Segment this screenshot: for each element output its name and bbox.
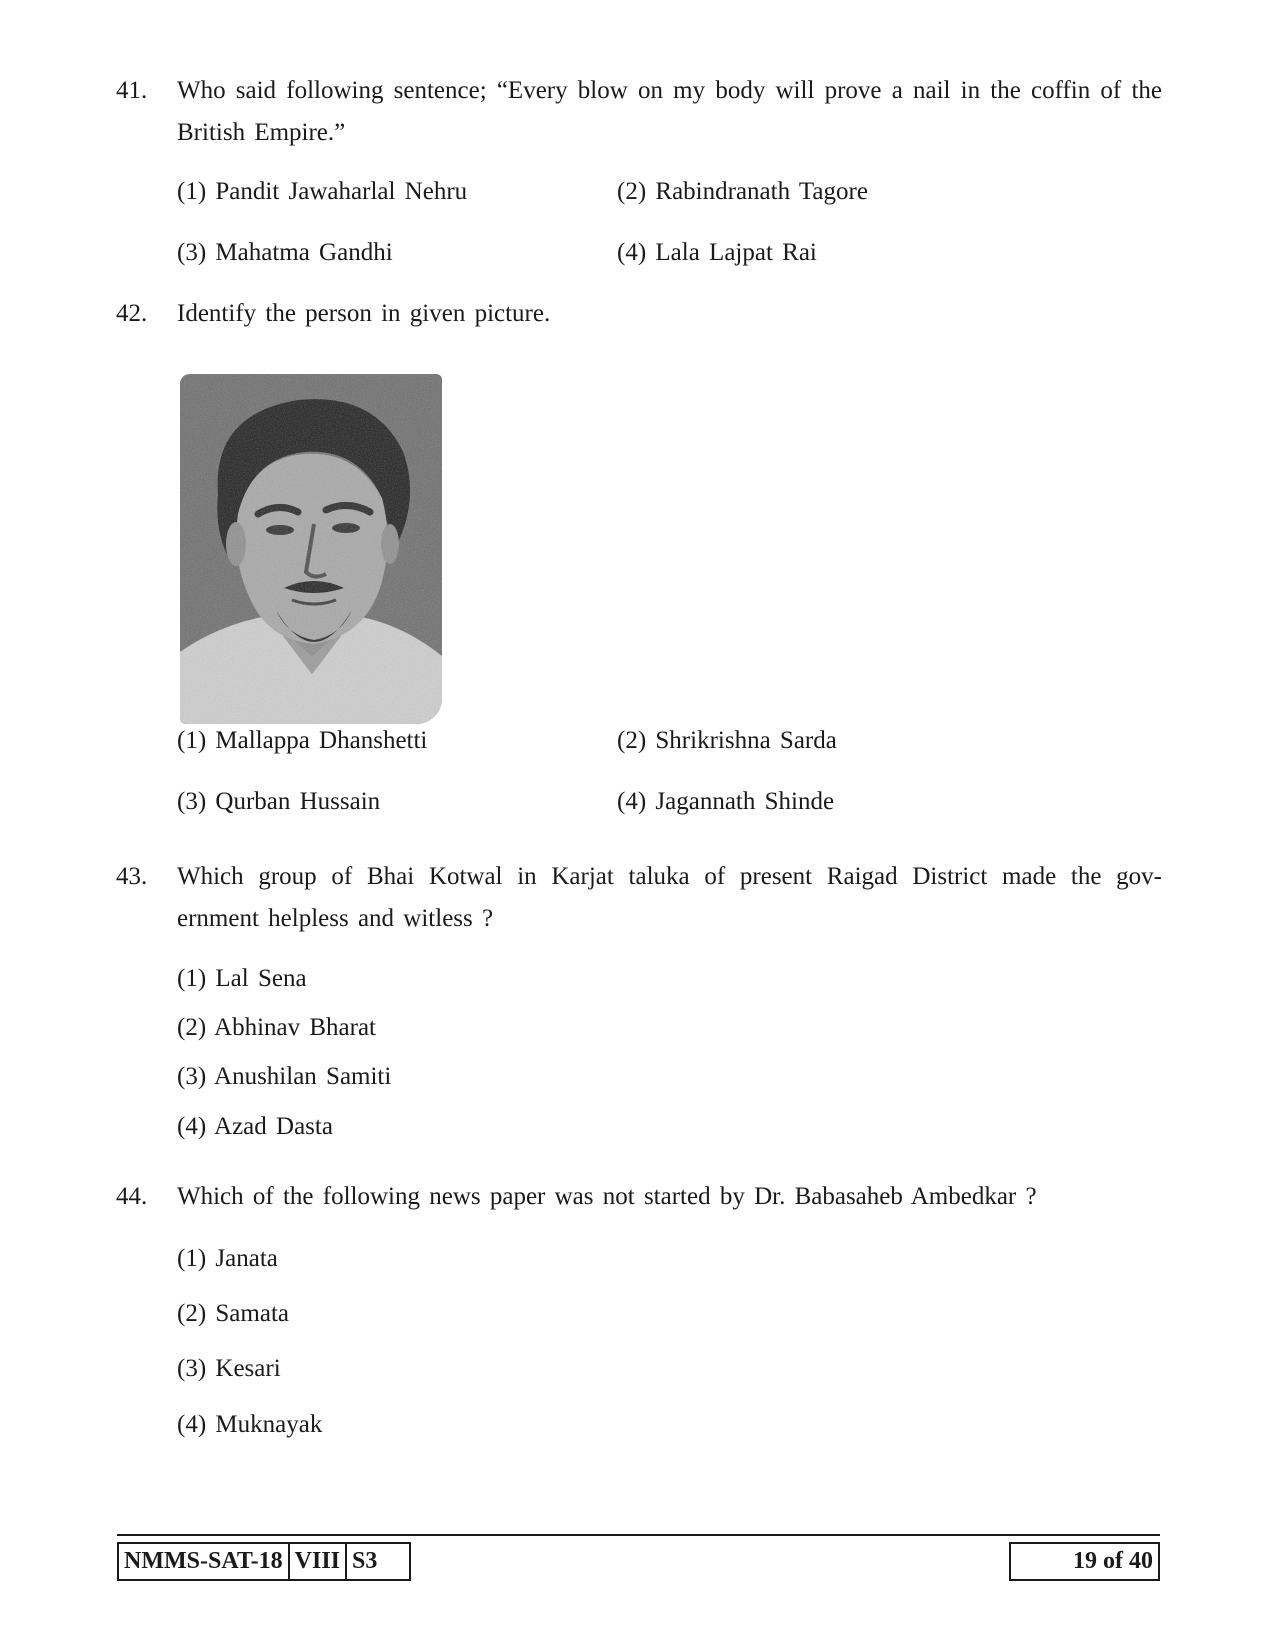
option-41-3: (3) Mahatma Gandhi: [177, 239, 393, 266]
option-43-1: (1) Lal Sena: [177, 965, 307, 992]
option-42-3: (3) Qurban Hussain: [177, 788, 381, 815]
option-43-4: (4) Azad Dasta: [177, 1113, 333, 1140]
option-41-1: (1) Pandit Jawaharlal Nehru: [177, 178, 468, 205]
page-number-box: [1009, 1542, 1160, 1581]
exam-set: S3: [345, 1544, 409, 1579]
question-text-42: Identify the person in given picture.: [177, 300, 551, 327]
question-text-44: Which of the following news paper was not started by Dr. Babasaheb Ambedkar ?: [177, 1183, 1037, 1210]
question-text-43: Which group of Bhai Kotwal in Karjat taluka of present Raigad District made the gov- ernment helpless and witless ?: [177, 863, 1162, 932]
option-42-4: (4) Jagannath Shinde: [617, 788, 835, 815]
portrait-photo: [180, 374, 442, 724]
question-number-44: 44.: [116, 1183, 148, 1210]
option-44-4: (4) Muknayak: [177, 1411, 323, 1438]
option-43-3: (3) Anushilan Samiti: [177, 1063, 392, 1090]
option-42-1: (1) Mallappa Dhanshetti: [177, 727, 428, 754]
option-41-4: (4) Lala Lajpat Rai: [617, 239, 817, 266]
option-44-1: (1) Janata: [177, 1245, 278, 1272]
option-44-2: (2) Samata: [177, 1300, 289, 1327]
question-number-41: 41.: [116, 77, 148, 104]
option-42-2: (2) Shrikrishna Sarda: [617, 727, 837, 754]
option-41-2: (2) Rabindranath Tagore: [617, 178, 868, 205]
page-number: 19 of 40: [1073, 1548, 1153, 1574]
option-43-2: (2) Abhinav Bharat: [177, 1014, 377, 1041]
question-number-42: 42.: [116, 300, 148, 327]
question-text-41: Who said following sentence; “Every blow on my body will prove a nail in the coffin of the British Empire.”: [177, 77, 1162, 146]
exam-info-box: [117, 1542, 411, 1581]
question-number-43: 43.: [116, 863, 148, 890]
exam-code: NMMS-SAT-18: [124, 1548, 283, 1574]
footer-divider: [117, 1534, 1160, 1536]
exam-standard: VIII: [288, 1544, 345, 1579]
option-44-3: (3) Kesari: [177, 1355, 281, 1382]
